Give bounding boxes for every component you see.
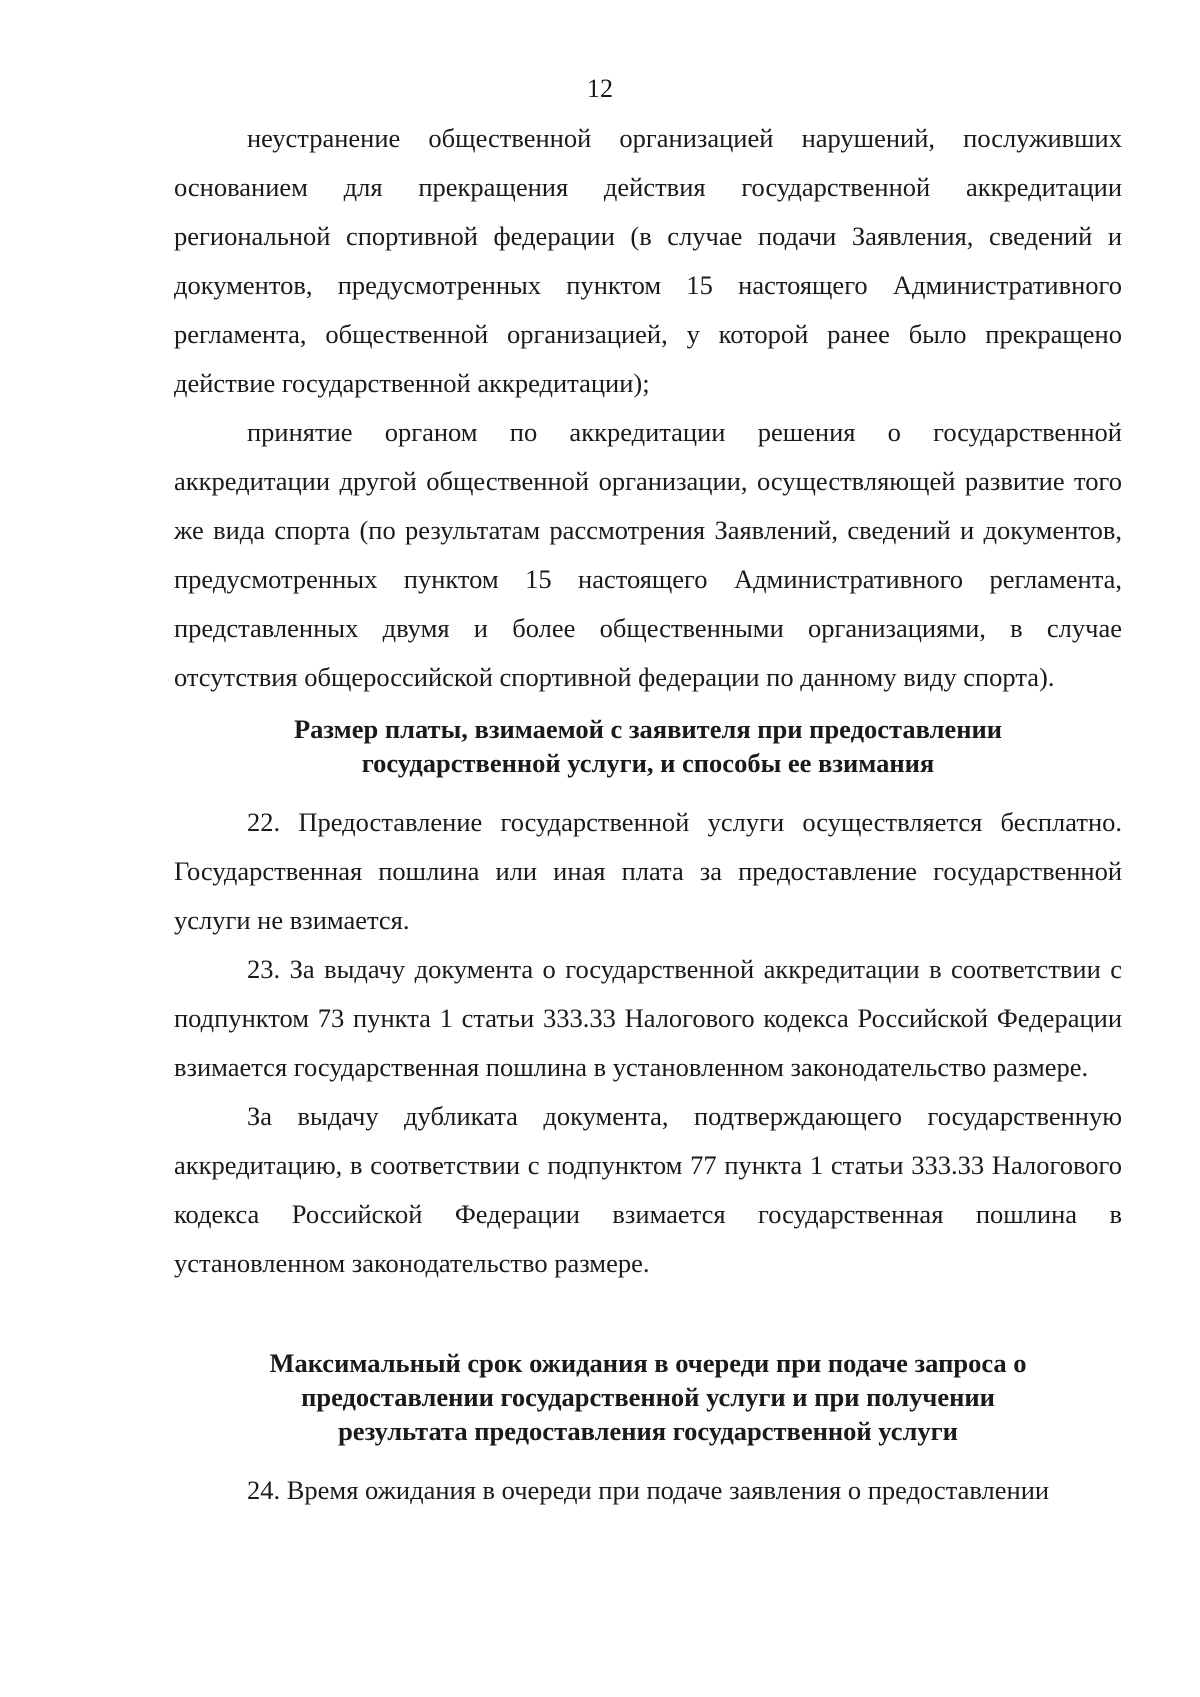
- paragraph-duplicate: За выдачу дубликата документа, подтверждающего государственную аккредитацию, в соответствии с подпунктом 77 пункта 1 статьи 333.33 Налогового кодекса Российской Федерации взимается государственная пошлина в установленном законодательство размере.: [174, 1101, 1122, 1278]
- section-heading-waiting-time: Максимальный срок ожидания в очереди при подаче запроса о предоставлении государственной услуги и при получении результата предоставления государственной услуги: [269, 1348, 1027, 1446]
- paragraph-24: 24. Время ожидания в очереди при подаче заявления о предоставлении: [247, 1475, 1050, 1505]
- section-heading-fee: Размер платы, взимаемой с заявителя при предоставлении государственной услуги, и способы ее взимания: [293, 714, 1003, 778]
- paragraph-violations: неустранение общественной организацией нарушений, послуживших основанием для прекращения действия государственной аккредитации региональной спортивной федерации (в случае подачи Заявления, сведений и документов, предусмотренных пунктом 15 настоящего Административного регламента, общественной организацией, у которой ранее было прекращено действие государственной аккредитации);: [174, 123, 1122, 398]
- paragraph-23: 23. За выдачу документа о государственной аккредитации в соответствии с подпунктом 73 пункта 1 статьи 333.33 Налогового кодекса Российской Федерации взимается государственная пошлина в установленном законодательство размере.: [174, 954, 1122, 1082]
- paragraph-22: 22. Предоставление государственной услуги осуществляется бесплатно. Государственная пошлина или иная плата за предоставление государственной услуги не взимается.: [174, 807, 1122, 935]
- document-body: [174, 114, 1122, 1515]
- page-number: 12: [587, 74, 613, 103]
- paragraph-other-accreditation: принятие органом по аккредитации решения о государственной аккредитации другой общественной организации, осуществляющей развитие того же вида спорта (по результатам рассмотрения Заявлений, сведений и документов, предусмотренных пунктом 15 настоящего Административного регламента, представленных двумя и более общественными организациями, в случае отсутствия общероссийской спортивной федерации по данному виду спорта).: [174, 417, 1122, 692]
